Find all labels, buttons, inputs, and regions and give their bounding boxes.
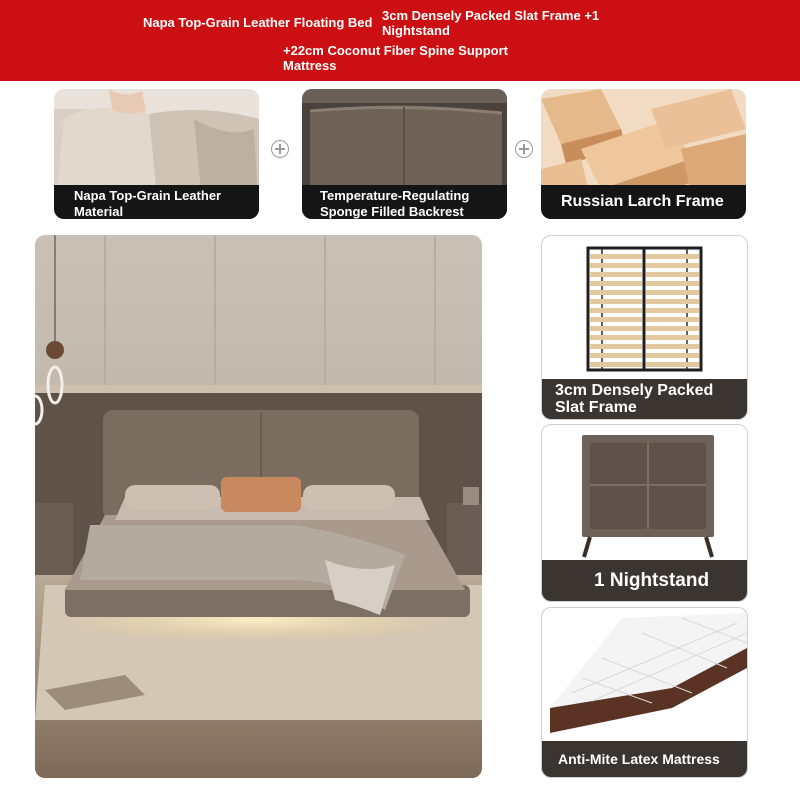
- feature-caption: [541, 185, 746, 219]
- component-caption: [542, 560, 747, 601]
- feature-caption-text: Temperature-Regulating Sponge Filled Backrest: [320, 188, 470, 219]
- feature-caption-text: Russian Larch Frame: [561, 193, 724, 210]
- plus-icon: [515, 140, 533, 158]
- mattress-text: +22cm Coconut Fiber Spine Support Mattress: [283, 43, 508, 73]
- component-card-slat-frame: [541, 235, 748, 420]
- slat-nightstand-text: 3cm Densely Packed Slat Frame +1 Nightstand: [382, 8, 600, 38]
- feature-card-leather: [54, 89, 259, 219]
- component-caption-text: 1 Nightstand: [594, 570, 710, 591]
- component-caption-text: Anti-Mite Latex Mattress: [558, 751, 720, 767]
- feature-caption-text: Napa Top-Grain Leather Material: [74, 188, 222, 219]
- feature-card-wood: [541, 89, 746, 219]
- header-banner: [0, 0, 800, 81]
- bedroom-scene-image: [35, 235, 482, 778]
- component-card-nightstand: [541, 424, 748, 602]
- main-bed-photo: [35, 235, 482, 778]
- feature-caption: [54, 185, 259, 219]
- nightstand-photo: [542, 425, 747, 565]
- component-caption: [542, 741, 747, 777]
- bed-title: Napa Top-Grain Leather Floating Bed: [143, 15, 373, 30]
- feature-caption: [302, 185, 507, 219]
- mattress-photo: [542, 608, 747, 743]
- component-caption-text: 3cm Densely Packed Slat Frame: [555, 382, 714, 416]
- feature-card-backrest: [302, 89, 507, 219]
- slat-frame-photo: [542, 236, 747, 381]
- plus-icon: [271, 140, 289, 158]
- component-card-mattress: [541, 607, 748, 778]
- component-caption: [542, 379, 747, 419]
